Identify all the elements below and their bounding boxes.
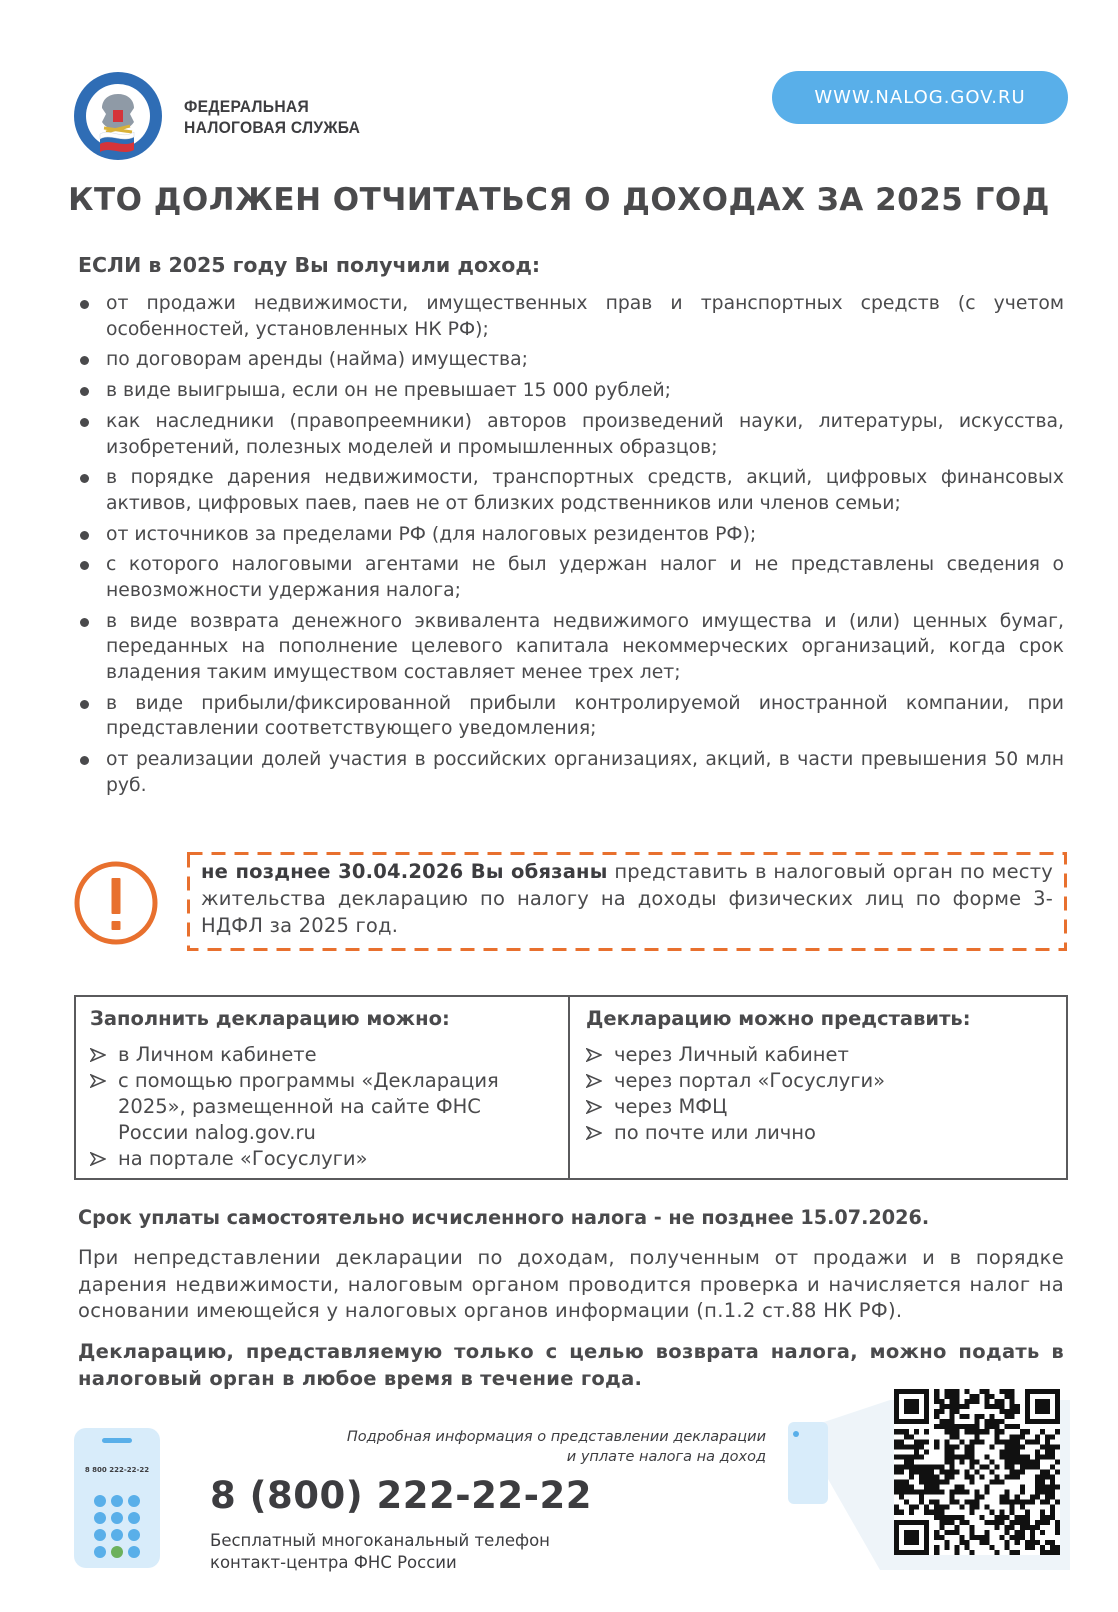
- income-item-text: с которого налоговыми агентами не был удержан налог и не представлены сведения о невозможности удержания налога;: [106, 554, 1064, 602]
- website-link-button[interactable]: WWW.NALOG.GOV.RU: [772, 71, 1068, 124]
- arrow-bullet-icon: [90, 1074, 106, 1088]
- bullet-icon: [80, 756, 89, 765]
- arrow-bullet-icon: [586, 1048, 602, 1062]
- hotline-description: [210, 1530, 550, 1574]
- income-item-text: от реализации долей участия в российских организациях, акций, в части превышения 50 млн руб.: [106, 749, 1064, 796]
- phone-screen-number: 8 800 222-22-22: [84, 1466, 150, 1474]
- arrow-bullet-icon: [586, 1126, 602, 1140]
- income-item: [78, 409, 1064, 460]
- bullet-icon: [80, 561, 89, 570]
- income-item: [78, 378, 1064, 404]
- qr-info-note: [300, 1427, 766, 1467]
- org-name-line2: НАЛОГОВАЯ СЛУЖБА: [184, 118, 361, 137]
- arrow-bullet-icon: [90, 1048, 106, 1062]
- income-item: [78, 747, 1064, 798]
- fns-logo: [72, 70, 164, 162]
- fill-column: [76, 997, 570, 1178]
- hotline-phone[interactable]: 8 (800) 222-22-22: [210, 1474, 592, 1517]
- deadline-notice-bold: не позднее 30.04.2026 Вы обязаны: [201, 860, 608, 883]
- fill-column-title: Заполнить декларацию можно:: [90, 1007, 450, 1030]
- submit-item-text: через портал «Госуслуги»: [614, 1069, 886, 1092]
- hotline-description-line1: Бесплатный многоканальный телефон: [210, 1531, 550, 1550]
- refund-paragraph: Декларацию, представляемую только с целью возврата налога, можно подать в налоговый орган в любое время в течение года.: [78, 1340, 1064, 1390]
- arrow-bullet-icon: [90, 1152, 106, 1166]
- submit-item: [586, 1068, 1052, 1094]
- income-item-text: от источников за пределами РФ (для налоговых резидентов РФ);: [106, 523, 757, 545]
- deadline-notice-body: представить в налоговый орган по месту жительства декларацию по налогу на доходы физических лиц по форме 3-НДФЛ за 2025 год.: [201, 860, 1053, 937]
- fill-item: [90, 1146, 554, 1172]
- qr-code-icon: [894, 1389, 1060, 1555]
- income-item-text: в виде прибыли/фиксированной прибыли контролируемой иностранной компании, при представлении соответствующего уведомления;: [106, 692, 1064, 740]
- income-item-text: в порядке дарения недвижимости, транспортных средств, акций, цифровых финансовых активов, цифровых паев, паев не от близких родственников или членов семьи;: [106, 467, 1064, 514]
- non-filing-paragraph: При непредставлении декларации по доходам, полученным от продажи и в порядке дарения недвижимости, налоговым органом проводится проверка и начисляется налог на основании имеющейся у налоговых органов информации (п.1.2 ст.88 НК РФ).: [78, 1246, 1064, 1322]
- hotline-description-line2: контакт-центра ФНС России: [210, 1553, 457, 1572]
- income-item-text: в виде выигрыша, если он не превышает 15 000 рублей;: [106, 380, 671, 402]
- bullet-icon: [80, 356, 89, 365]
- bullet-icon: [80, 387, 89, 396]
- payment-deadline: Срок уплаты самостоятельно исчисленного налога - не позднее 15.07.2026.: [78, 1206, 930, 1229]
- income-item: [78, 347, 1064, 373]
- bullet-icon: [80, 700, 89, 709]
- org-name: [184, 96, 360, 138]
- income-item-text: как наследники (правопреемники) авторов произведений науки, литературы, искусства, изобретений, полезных моделей и промышленных образцов;: [106, 410, 1064, 458]
- deadline-notice-text: [201, 858, 1053, 939]
- phone-speaker-icon: [102, 1438, 132, 1443]
- income-item: [78, 609, 1064, 686]
- income-item: [78, 465, 1064, 516]
- income-item: [78, 552, 1064, 603]
- fill-item-text: с помощью программы «Декларация 2025», размещенной на сайте ФНС России nalog.gov.ru: [118, 1069, 499, 1144]
- bullet-icon: [80, 618, 89, 627]
- submit-item: [586, 1094, 1052, 1120]
- page-title: КТО ДОЛЖЕН ОТЧИТАТЬСЯ О ДОХОДАХ ЗА 2025 ГОД: [68, 182, 1050, 218]
- filing-options-table: [74, 995, 1068, 1180]
- org-name-line1: ФЕДЕРАЛЬНАЯ: [184, 97, 309, 116]
- income-item: [78, 291, 1064, 342]
- fill-item: [90, 1042, 554, 1068]
- qr-info-line1: Подробная информация о представлении декларации: [346, 1429, 766, 1445]
- income-item-text: в виде возврата денежного эквивалента недвижимого имущества и (или) ценных бумаг, переданных на пополнение целевого капитала некоммерческих организаций, когда срок владения таким имуществом составляет менее трех лет;: [106, 610, 1064, 684]
- qr-code[interactable]: [894, 1389, 1060, 1555]
- bullet-icon: [80, 531, 89, 540]
- phone-illustration: [74, 1428, 160, 1568]
- income-item-text: по договорам аренды (найма) имущества;: [106, 349, 528, 371]
- fns-emblem-icon: [72, 70, 164, 162]
- submit-item: [586, 1120, 1052, 1146]
- income-list: [78, 291, 1064, 804]
- submit-column-title: Декларацию можно представить:: [586, 1007, 971, 1030]
- submit-item-text: через Личный кабинет: [614, 1043, 849, 1066]
- deadline-notice: [187, 852, 1067, 951]
- income-item: [78, 691, 1064, 742]
- fill-item-text: на портале «Госуслуги»: [118, 1147, 368, 1170]
- bullet-icon: [80, 474, 89, 483]
- arrow-bullet-icon: [586, 1100, 602, 1114]
- intro-heading: ЕСЛИ в 2025 году Вы получили доход:: [78, 253, 541, 277]
- bullet-icon: [80, 300, 89, 309]
- fill-item: [90, 1068, 554, 1146]
- submit-column: [570, 997, 1066, 1178]
- income-item-text: от продажи недвижимости, имущественных прав и транспортных средств (с учетом особенностей, установленных НК РФ);: [106, 293, 1064, 340]
- fill-item-text: в Личном кабинете: [118, 1043, 317, 1066]
- keypad-icon: [94, 1495, 140, 1558]
- submit-item-text: через МФЦ: [614, 1095, 728, 1118]
- submit-item: [586, 1042, 1052, 1068]
- submit-item-text: по почте или лично: [614, 1121, 816, 1144]
- arrow-bullet-icon: [586, 1074, 602, 1088]
- exclamation-icon: [73, 860, 159, 946]
- income-item: [78, 522, 1064, 548]
- qr-info-line2: и уплате налога на доход: [566, 1449, 766, 1465]
- bullet-icon: [80, 418, 89, 427]
